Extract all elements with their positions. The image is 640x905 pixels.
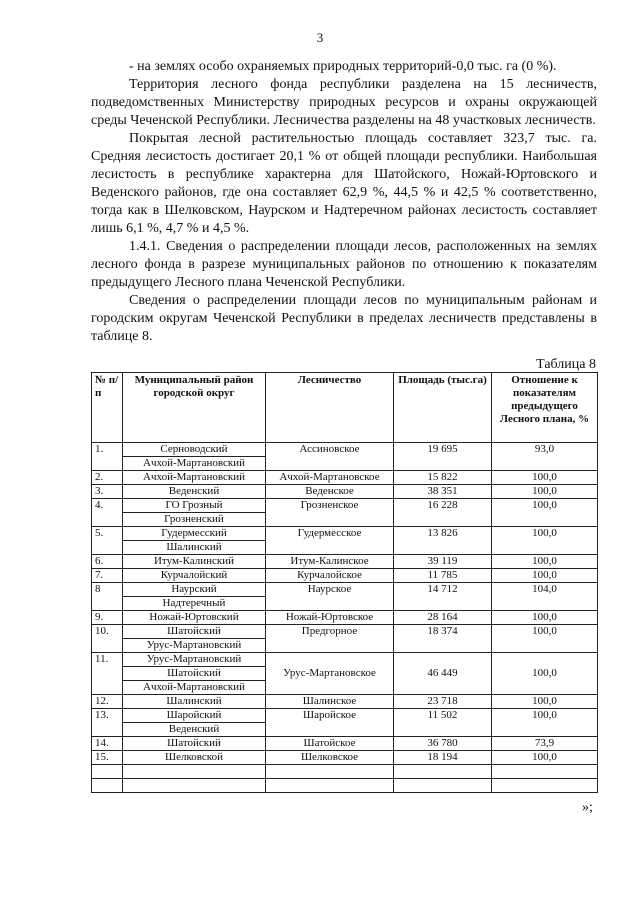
table-row <box>92 443 598 471</box>
cell-area: 39 119 <box>394 555 492 569</box>
cell-number: 5. <box>92 527 123 555</box>
district-name <box>126 765 262 778</box>
table-row <box>92 779 598 793</box>
district-name: Ачхой-Мартановский <box>123 680 265 694</box>
cell-forestry <box>266 779 394 793</box>
table-row <box>92 583 598 611</box>
cell-number: 1. <box>92 443 123 471</box>
cell-ratio: 100,0 <box>492 653 598 695</box>
cell-district <box>123 471 266 485</box>
cell-number: 3. <box>92 485 123 499</box>
cell-forestry: Урус-Мартановское <box>266 653 394 695</box>
cell-area: 11 502 <box>394 709 492 737</box>
cell-ratio: 100,0 <box>492 695 598 709</box>
cell-number: 11. <box>92 653 123 695</box>
cell-number: 12. <box>92 695 123 709</box>
district-name: Ачхой-Мартановский <box>143 471 245 483</box>
cell-forestry: Шаройское <box>266 709 394 737</box>
table-row <box>92 751 598 765</box>
district-name: Гудермесский <box>161 527 227 539</box>
body-text <box>91 58 597 346</box>
cell-forestry: Предгорное <box>266 625 394 653</box>
cell-ratio: 100,0 <box>492 625 598 653</box>
table-row <box>92 611 598 625</box>
table-row <box>92 765 598 779</box>
cell-area: 11 785 <box>394 569 492 583</box>
cell-forestry: Веденское <box>266 485 394 499</box>
cell-district <box>123 569 266 583</box>
cell-ratio: 104,0 <box>492 583 598 611</box>
cell-area: 36 780 <box>394 737 492 751</box>
cell-number: 15. <box>92 751 123 765</box>
forest-distribution-table <box>91 372 598 793</box>
header-number: № п/п <box>92 373 123 443</box>
header-area: Площадь (тыс.га) <box>394 373 492 443</box>
table-row <box>92 709 598 737</box>
cell-ratio: 100,0 <box>492 555 598 569</box>
cell-district <box>123 611 266 625</box>
table-row <box>92 737 598 751</box>
table-row <box>92 569 598 583</box>
district-name: Курчалойский <box>160 569 228 581</box>
cell-district <box>123 555 266 569</box>
cell-ratio: 100,0 <box>492 751 598 765</box>
cell-ratio: 100,0 <box>492 527 598 555</box>
cell-area: 23 718 <box>394 695 492 709</box>
cell-district <box>123 625 266 653</box>
cell-number <box>92 779 123 793</box>
closing-mark: »; <box>582 800 593 815</box>
table-row <box>92 653 598 695</box>
cell-district <box>123 751 266 765</box>
cell-forestry: Ассиновское <box>266 443 394 471</box>
cell-area: 19 695 <box>394 443 492 471</box>
district-name: Серноводский <box>160 443 228 455</box>
cell-district <box>123 527 266 555</box>
cell-number: 9. <box>92 611 123 625</box>
table-row <box>92 471 598 485</box>
district-name: Веденский <box>168 485 220 497</box>
cell-forestry: Наурское <box>266 583 394 611</box>
cell-area: 28 164 <box>394 611 492 625</box>
table-body <box>92 443 598 793</box>
district-name: Урус-Мартановский <box>146 653 242 665</box>
table-row <box>92 695 598 709</box>
cell-forestry: Ачхой-Мартановское <box>266 471 394 485</box>
cell-ratio: 100,0 <box>492 569 598 583</box>
page-number: 3 <box>316 30 324 45</box>
cell-number: 14. <box>92 737 123 751</box>
cell-district <box>123 443 266 471</box>
cell-ratio: 100,0 <box>492 709 598 737</box>
cell-number: 2. <box>92 471 123 485</box>
cell-area: 18 374 <box>394 625 492 653</box>
header-district: Муниципальный район городской округ <box>123 373 266 443</box>
table-row <box>92 499 598 527</box>
cell-area: 16 228 <box>394 499 492 527</box>
cell-number: 13. <box>92 709 123 737</box>
cell-area: 38 351 <box>394 485 492 499</box>
cell-forestry: Шатойское <box>266 737 394 751</box>
cell-ratio: 100,0 <box>492 499 598 527</box>
paragraph-3: Покрытая лесной растительностью площадь составляет 323,7 тыс. га. Средняя лесистость достигает 20,1 % от общей площади республики. Наибольшая лесистость в республике характерна для Шатойского, Ножай-Юртовского и Веденского районов, где она составляет 62,9 %, 44,5 % и 42,5 % соответственно, тогда как в Шелковском, Наурском и Надтеречном районах лесистость составляет лишь 6,1 %, 4,7 % и 4,5 %. <box>91 131 597 236</box>
cell-district <box>123 695 266 709</box>
paragraph-1: - на землях особо охраняемых природных территорий-0,0 тыс. га (0 %). <box>129 59 557 74</box>
cell-district <box>123 765 266 779</box>
cell-forestry: Гудермесское <box>266 527 394 555</box>
cell-number <box>92 765 123 779</box>
district-name: Шалинский <box>166 695 222 707</box>
cell-area: 15 822 <box>394 471 492 485</box>
cell-area: 18 194 <box>394 751 492 765</box>
cell-number: 8 <box>92 583 123 611</box>
district-name: Веденский <box>123 722 265 736</box>
district-name: Грозненский <box>123 512 265 526</box>
cell-area: 14 712 <box>394 583 492 611</box>
table-row <box>92 485 598 499</box>
district-name: Шалинский <box>123 540 265 554</box>
cell-district <box>123 499 266 527</box>
cell-district <box>123 737 266 751</box>
cell-forestry: Шелковское <box>266 751 394 765</box>
cell-area: 13 826 <box>394 527 492 555</box>
cell-ratio: 100,0 <box>492 611 598 625</box>
table-row <box>92 625 598 653</box>
cell-number: 7. <box>92 569 123 583</box>
cell-forestry: Курчалойское <box>266 569 394 583</box>
cell-number: 4. <box>92 499 123 527</box>
cell-area <box>394 779 492 793</box>
table-row <box>92 555 598 569</box>
cell-area: 46 449 <box>394 653 492 695</box>
cell-district <box>123 583 266 611</box>
header-forestry: Лесничество <box>266 373 394 443</box>
district-name: Шатойский <box>167 737 221 749</box>
cell-district <box>123 653 266 695</box>
cell-number: 10. <box>92 625 123 653</box>
table-row <box>92 527 598 555</box>
district-name: ГО Грозный <box>165 499 223 511</box>
cell-forestry <box>266 765 394 779</box>
district-name: Шаройский <box>166 709 222 721</box>
header-ratio: Отношение к показателям предыдущего Лесного плана, % <box>492 373 598 443</box>
district-name: Надтеречный <box>123 596 265 610</box>
district-name: Итум-Калинский <box>153 555 235 567</box>
paragraph-4: 1.4.1. Сведения о распределении площади лесов, расположенных на землях лесного фонда в разрезе муниципальных районов по отношению к показателям предыдущего Лесного плана Чеченской Республики. <box>91 239 597 290</box>
cell-ratio: 93,0 <box>492 443 598 471</box>
cell-ratio: 100,0 <box>492 471 598 485</box>
paragraph-2: Территория лесного фонда республики разделена на 15 лесничеств, подведомственных Министерству природных ресурсов и охраны окружающей среды Чеченской Республики. Лесничества разделены на 48 участковых лесничеств. <box>91 77 597 128</box>
cell-number: 6. <box>92 555 123 569</box>
district-name: Ножай-Юртовский <box>149 611 239 623</box>
table-caption: Таблица 8 <box>536 357 596 372</box>
cell-forestry: Шалинское <box>266 695 394 709</box>
cell-forestry: Ножай-Юртовское <box>266 611 394 625</box>
district-name: Шатойский <box>167 625 221 637</box>
cell-ratio <box>492 765 598 779</box>
cell-ratio: 100,0 <box>492 485 598 499</box>
paragraph-5: Сведения о распределении площади лесов по муниципальным районам и городским округам Чеченской Республики в пределах лесничеств представлены в таблице 8. <box>91 293 597 344</box>
cell-district <box>123 485 266 499</box>
table-header-row <box>92 373 598 443</box>
district-name: Урус-Мартановский <box>123 638 265 652</box>
district-name: Наурский <box>171 583 217 595</box>
cell-ratio: 73,9 <box>492 737 598 751</box>
cell-district <box>123 779 266 793</box>
cell-forestry: Итум-Калинское <box>266 555 394 569</box>
district-name: Ачхой-Мартановский <box>123 456 265 470</box>
cell-ratio <box>492 779 598 793</box>
cell-area <box>394 765 492 779</box>
district-name <box>126 779 262 792</box>
cell-forestry: Грозненское <box>266 499 394 527</box>
district-name: Шатойский <box>123 666 265 680</box>
cell-district <box>123 709 266 737</box>
district-name: Шелковской <box>165 751 223 763</box>
